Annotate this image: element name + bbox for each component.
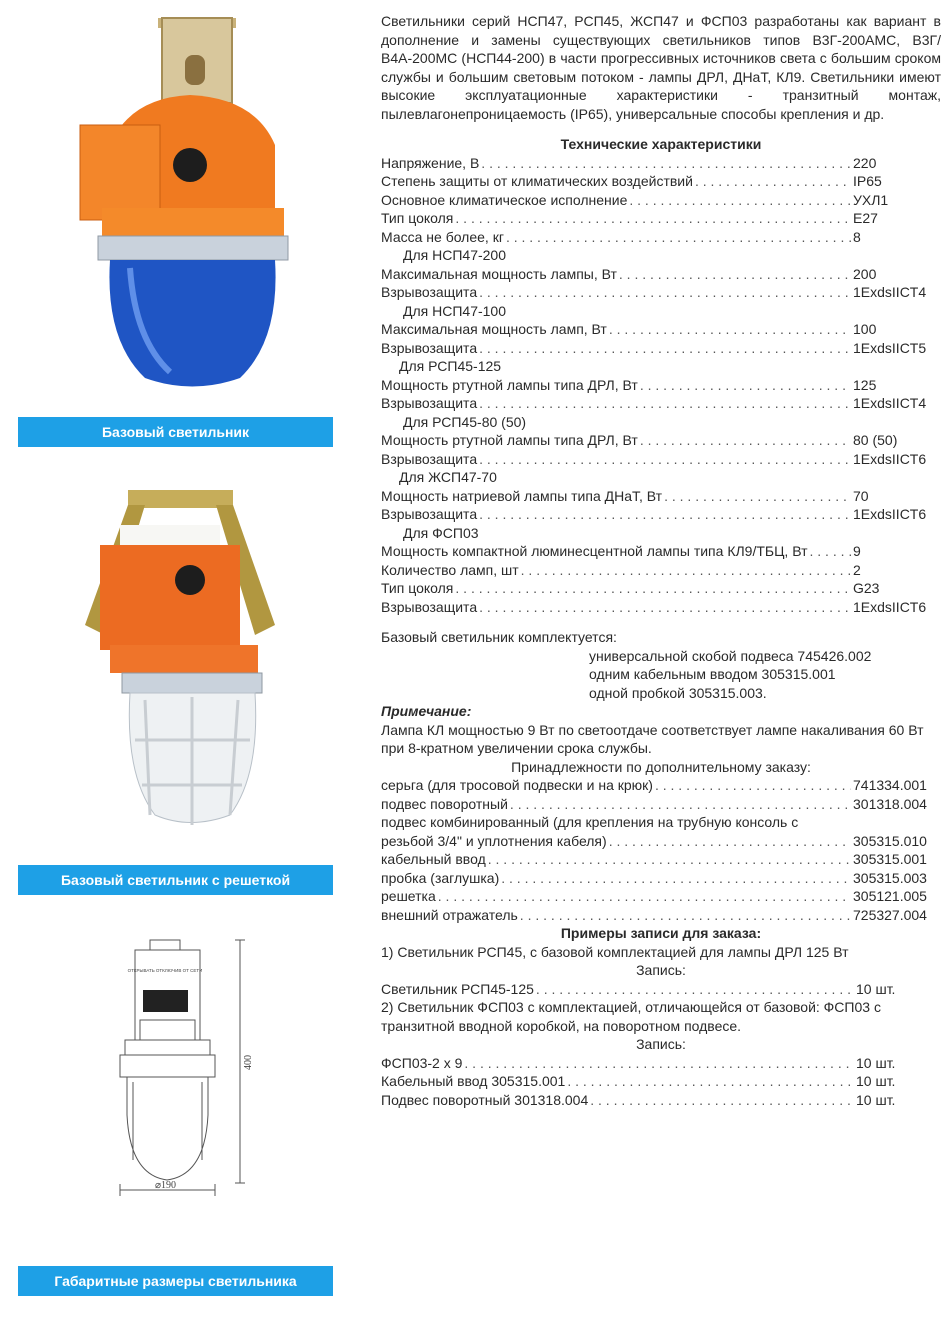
- variant-title: Для РСП45-125: [399, 358, 502, 374]
- order-row: Подвес поворотный 301318.004 . . . 10 шт.: [381, 1091, 898, 1110]
- order-row: Кабельный ввод 305315.001 . . . 10 шт.: [381, 1072, 898, 1091]
- spec-row: Взрывозащита . . . 1ExdsIICT6: [381, 450, 941, 469]
- spec-row: Основное климатическое исполнение . . . УХЛ1: [381, 191, 941, 210]
- order-record-label: Запись:: [636, 1036, 686, 1052]
- spec-row: Тип цоколя . . . G23: [381, 579, 941, 598]
- plate-text: ОТКРЫВАТЬ ОТКЛЮЧИВ ОТ СЕТИ: [127, 968, 203, 973]
- base-luminaire-caption: Базовый светильник: [18, 417, 333, 447]
- order-example-1: 1) Светильник РСП45, с базовой комплектацией для лампы ДРЛ 125 Вт: [381, 943, 849, 960]
- dimensions-caption: Габаритные размеры светильника: [18, 1266, 333, 1296]
- left-column: [0, 0, 345, 1318]
- order-example-2: 2) Светильник ФСП03 с комплектацией, отличающейся от базовой: ФСП03 с транзитной вводной коробкой, на поворотном подвесе.: [381, 999, 881, 1034]
- spec-row: Количество ламп, шт . . . 2: [381, 561, 941, 580]
- variant-title: Для НСП47-200: [403, 247, 506, 263]
- accessory-row: внешний отражатель . . . 725327.004: [381, 906, 941, 925]
- spec-row: Взрывозащита . . . 1ExdsIICT6: [381, 505, 941, 524]
- variant-title: Для ЖСП47-70: [399, 469, 497, 485]
- spec-row: Напряжение, В . . . 220: [381, 154, 941, 173]
- order-title: Примеры записи для заказа:: [560, 925, 762, 941]
- spec-row: Мощность компактной люминесцентной лампы типа КЛ9/ТБЦ, Вт . . . 9: [381, 542, 941, 561]
- text-column: [381, 12, 941, 1109]
- accessory-row: резьбой 3/4" и уплотнения кабеля) . . . 305315.010: [381, 832, 941, 851]
- accessory-row: серьга (для тросовой подвески и на крюк) . . . 741334.001: [381, 776, 941, 795]
- spec-row: Максимальная мощность лампы, Вт . . . 200: [381, 265, 941, 284]
- variant-title: Для ФСП03: [403, 524, 479, 541]
- grid-luminaire-photo: [70, 485, 290, 845]
- accessory-row: пробка (заглушка) . . . 305315.003: [381, 869, 941, 888]
- tech-title: Технические характеристики: [560, 136, 762, 152]
- order-row: Светильник РСП45-125 . . . 10 шт.: [381, 980, 898, 999]
- spec-row: Мощность ртутной лампы типа ДРЛ, Вт . . . 125: [381, 376, 941, 395]
- diameter-dimension: ⌀190: [155, 1180, 177, 1191]
- height-dimension: 400: [243, 1055, 254, 1070]
- kit-item: одним кабельным вводом 305315.001: [589, 666, 836, 682]
- spec-row: Степень защиты от климатических воздействий . . . IP65: [381, 172, 941, 191]
- variant-title: Для РСП45-80 (50): [403, 413, 527, 430]
- intro-paragraph: Светильники серий НСП47, РСП45, ЖСП47 и ФСП03 разработаны как вариант в дополнение и замены существующих светильников типов В3Г-200АМС, В3Г/В4А-200МС (НСП44-200) в части прогрессивных источников света с большим сроком службы и большим световым потоком - лампы ДРЛ, ДНаТ, КЛ9. Светильники имеют высокие эксплуатационные характеристики - транзитный монтаж, пылевлагонепроницаемость (IP65), универсальные способы крепления и др.: [381, 13, 941, 122]
- spec-row: Мощность ртутной лампы типа ДРЛ, Вт . . . 80 (50): [381, 431, 941, 450]
- spec-row: Масса не более, кг . . . 8: [381, 228, 941, 247]
- order-row: ФСП03-2 х 9 . . . 10 шт.: [381, 1054, 898, 1073]
- spec-row: Максимальная мощность ламп, Вт . . . 100: [381, 320, 941, 339]
- kit-title: Базовый светильник комплектуется:: [381, 629, 617, 645]
- spec-row: Тип цоколя . . . Е27: [381, 209, 941, 228]
- accessory-row: решетка . . . 305121.005: [381, 887, 941, 906]
- base-luminaire-photo: [70, 10, 300, 400]
- note-text: Лампа КЛ мощностью 9 Вт по светоотдаче соответствует лампе накаливания 60 Вт при 8-кратном увеличении срока службы.: [381, 721, 924, 756]
- kit-item: одной пробкой 305315.003.: [589, 684, 767, 701]
- accessories-title: Принадлежности по дополнительному заказу:: [511, 758, 811, 775]
- grid-luminaire-caption: Базовый светильник с решеткой: [18, 865, 333, 895]
- accessory-combo-line: подвес комбинированный (для крепления на трубную консоль с: [381, 814, 799, 830]
- spec-row: Взрывозащита . . . 1ExdsIICT6: [381, 598, 941, 617]
- dimension-drawing: [105, 930, 265, 1200]
- spec-row: Мощность натриевой лампы типа ДНаТ, Вт . . . 70: [381, 487, 941, 506]
- spec-row: Взрывозащита . . . 1ExdsIICT5: [381, 339, 941, 358]
- spec-row: Взрывозащита . . . 1ExdsIICT4: [381, 283, 941, 302]
- kit-item: универсальной скобой подвеса 745426.002: [589, 647, 872, 664]
- spec-row: Взрывозащита . . . 1ExdsIICT4: [381, 394, 941, 413]
- accessory-row: кабельный ввод . . . 305315.001: [381, 850, 941, 869]
- order-record-label: Запись:: [636, 962, 686, 978]
- note-title: Примечание:: [381, 703, 472, 719]
- accessory-row: подвес поворотный . . . 301318.004: [381, 795, 941, 814]
- variant-title: Для НСП47-100: [403, 302, 506, 319]
